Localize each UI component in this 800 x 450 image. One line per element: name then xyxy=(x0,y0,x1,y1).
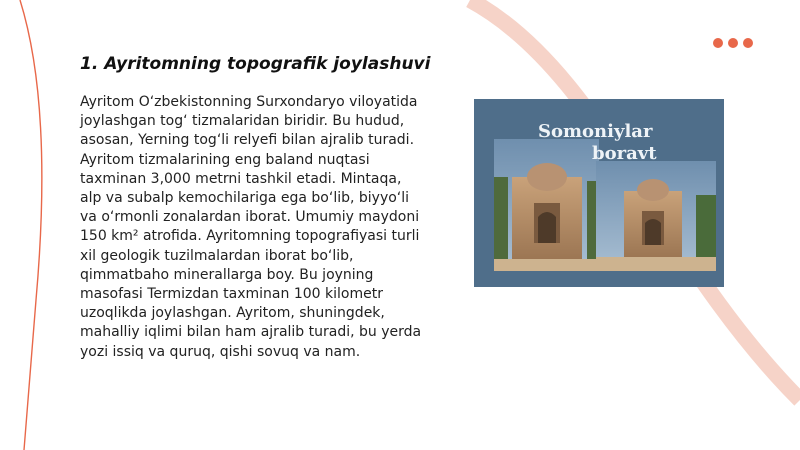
menu-dots-icon xyxy=(713,38,753,48)
mausoleum-photo xyxy=(474,99,724,287)
image-caption-line-2: boravt xyxy=(592,143,657,164)
image-caption-line-1: Somoniylar xyxy=(538,121,653,142)
dot-2 xyxy=(728,38,738,48)
slide-title: 1. Ayritomning topografik joylashuvi xyxy=(80,54,431,74)
dot-3 xyxy=(743,38,753,48)
slide-body-text: Ayritom O‘zbekistonning Surxondaryo viloyatida joylashgan tog‘ tizmalaridan biridir. Bu hudud, asosan, Yerning tog‘li relyefi bilan ajralib turadi. Ayritom tizmalarining eng baland nuqtasi taxminan 3,000 metrni tashkil etadi. Mintaqa, alp va subalp kemochilariga ega bo‘lib, biyyo‘li va o‘rmonli zonalardan iborat. Umumiy maydoni 150 km² atrofida. Ayritomning topografiyasi turli xil geologik tuzilmalardan iborat bo‘lib, qimmatbaho minerallarga boy. Bu joyning masofasi Termizdan taxminan 100 kilometr uzoqlikda joylashgan. Ayritom, shuningdek, mahalliy iqlimi bilan ham ajralib turadi, bu yerda yozi issiq va quruq, qishi sovuq va nam. xyxy=(80,94,422,360)
dot-1 xyxy=(713,38,723,48)
